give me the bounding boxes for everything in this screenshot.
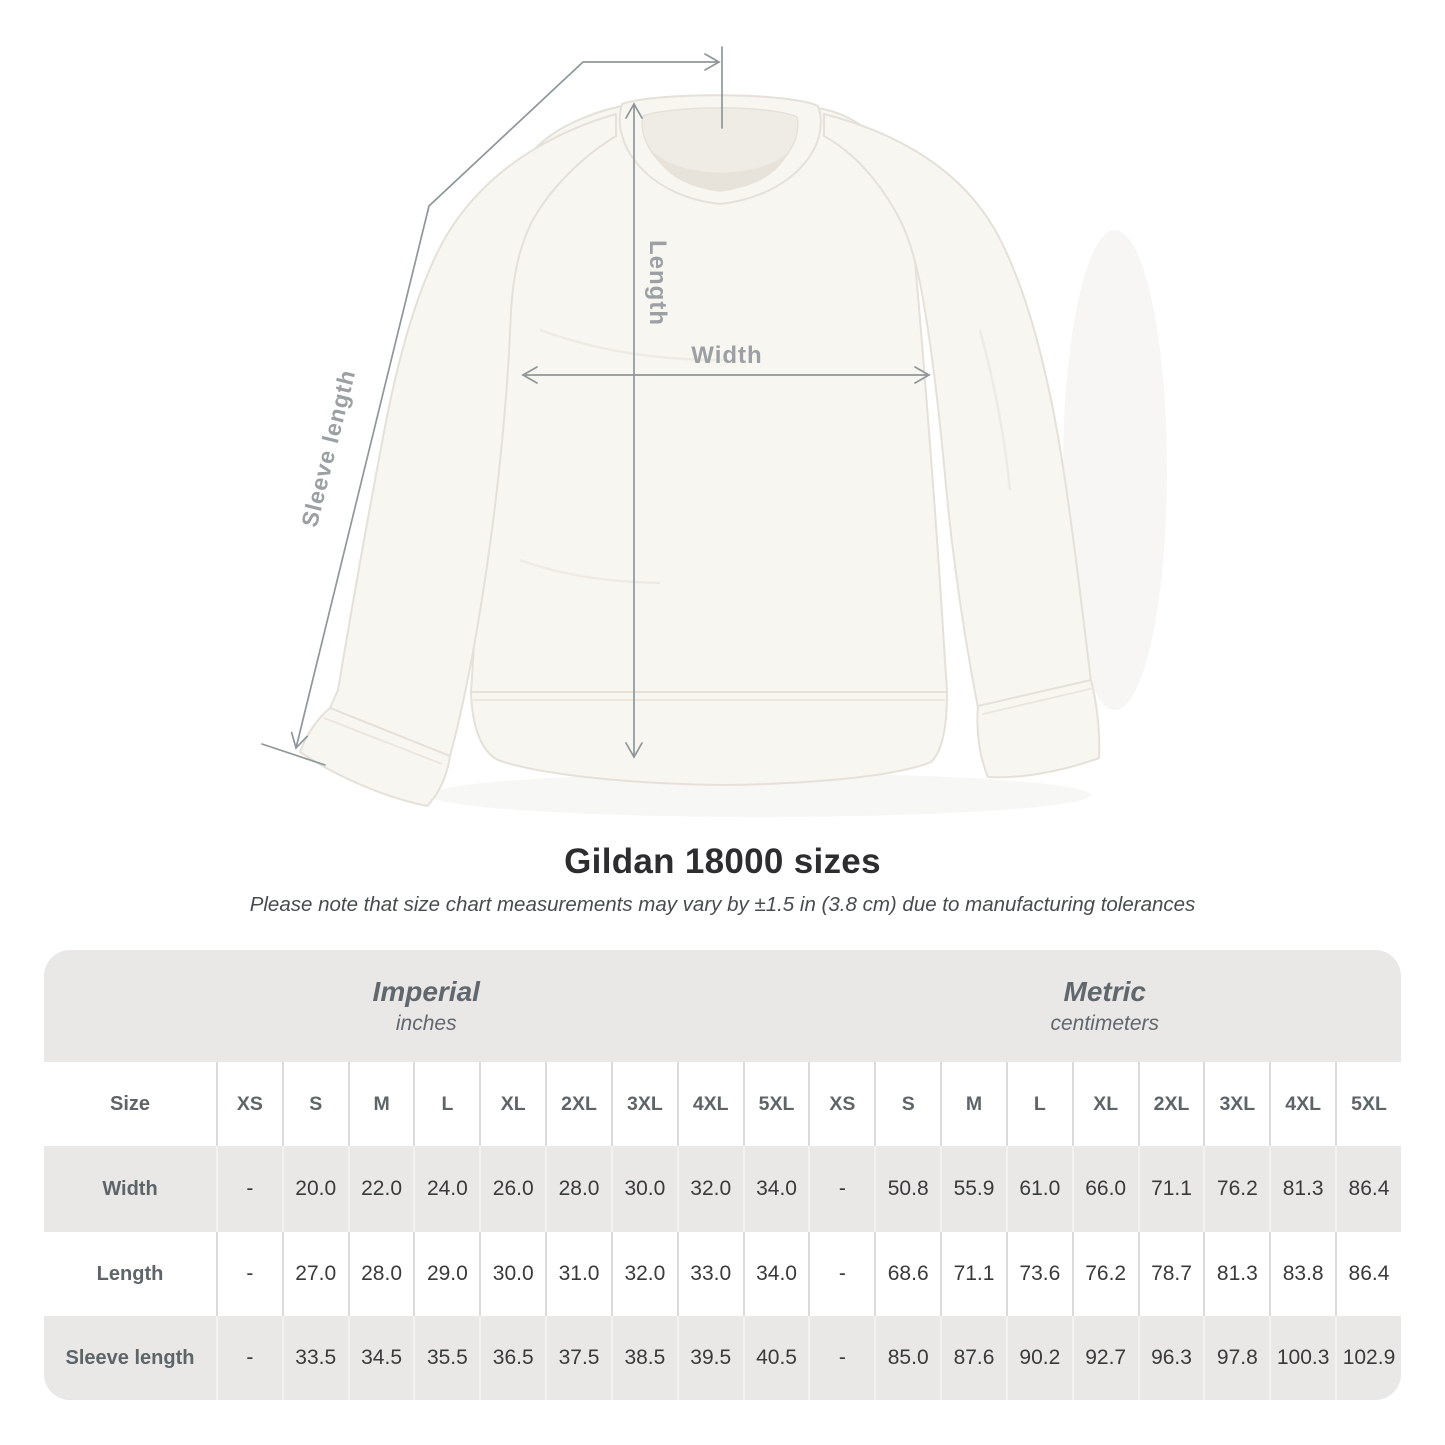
waistband: [471, 692, 947, 785]
unit-header-row: [44, 950, 1401, 1062]
measurement-cell: 102.9: [1335, 1316, 1401, 1400]
size-header-cell: 4XL: [1269, 1062, 1335, 1146]
measurement-cell: 38.5: [611, 1316, 677, 1400]
width-label: Width: [691, 342, 763, 369]
measurement-cell: 32.0: [677, 1146, 743, 1232]
size-header-cell: 3XL: [1203, 1062, 1269, 1146]
measurement-cell: 92.7: [1072, 1316, 1138, 1400]
imperial-header: [44, 950, 809, 1062]
imperial-title: Imperial: [372, 976, 480, 1007]
measurement-cell: -: [216, 1146, 282, 1232]
tolerance-note: Please note that size chart measurements may vary by ±1.5 in (3.8 cm) due to manufacturing tolerances: [249, 893, 1196, 916]
size-header-row: [44, 1062, 1401, 1146]
measurement-cell: -: [216, 1316, 282, 1400]
metric-unit: centimeters: [1050, 1012, 1160, 1035]
size-chart-table: [44, 950, 1401, 1400]
measurement-cell: 34.0: [743, 1146, 809, 1232]
measurement-cell: 28.0: [348, 1232, 414, 1316]
measurement-cell: 35.5: [413, 1316, 479, 1400]
measurement-cell: 32.0: [611, 1232, 677, 1316]
measurement-cell: 34.0: [743, 1232, 809, 1316]
measurement-cell: -: [216, 1232, 282, 1316]
measurement-cell: -: [808, 1146, 874, 1232]
size-header-cell: M: [348, 1062, 414, 1146]
size-header-cell: XL: [479, 1062, 545, 1146]
measurement-cell: -: [808, 1316, 874, 1400]
imperial-unit: inches: [395, 1012, 457, 1035]
size-header-cell: M: [940, 1062, 1006, 1146]
measurement-cell: 83.8: [1269, 1232, 1335, 1316]
measurement-cell: 61.0: [1006, 1146, 1072, 1232]
metric-header: [809, 950, 1402, 1062]
measurement-cell: 78.7: [1138, 1232, 1204, 1316]
size-header-cell: L: [1006, 1062, 1072, 1146]
measurement-cell: 87.6: [940, 1316, 1006, 1400]
sleeve-length-label: Sleeve length: [296, 366, 361, 530]
size-header-cell: S: [282, 1062, 348, 1146]
measurement-cell: 85.0: [874, 1316, 940, 1400]
size-column-header: Size: [109, 1092, 151, 1115]
measurement-cell: 97.8: [1203, 1316, 1269, 1400]
measurement-cell: 55.9: [940, 1146, 1006, 1232]
size-header-cell: 5XL: [1335, 1062, 1401, 1146]
measurement-cell: 22.0: [348, 1146, 414, 1232]
measurement-cell: 20.0: [282, 1146, 348, 1232]
row-label: Sleeve length: [65, 1346, 195, 1369]
measurement-cell: 29.0: [413, 1232, 479, 1316]
measurement-cell: 76.2: [1072, 1232, 1138, 1316]
metric-title: Metric: [1063, 976, 1146, 1007]
size-header-cell: L: [413, 1062, 479, 1146]
measurement-cell: 76.2: [1203, 1146, 1269, 1232]
measurement-cell: 96.3: [1138, 1316, 1204, 1400]
size-header-cell: 2XL: [1138, 1062, 1204, 1146]
measurement-cell: 37.5: [545, 1316, 611, 1400]
size-header-cell: XL: [1072, 1062, 1138, 1146]
size-header-cell: 5XL: [743, 1062, 809, 1146]
measurement-row: [44, 1232, 1401, 1316]
measurement-cell: 86.4: [1335, 1232, 1401, 1316]
measurement-cell: 86.4: [1335, 1146, 1401, 1232]
measurement-cell: 81.3: [1203, 1232, 1269, 1316]
measurement-cell: 39.5: [677, 1316, 743, 1400]
measurement-cell: 81.3: [1269, 1146, 1335, 1232]
measurement-cell: 34.5: [348, 1316, 414, 1400]
size-header-cell: XS: [216, 1062, 282, 1146]
measurement-cell: 30.0: [611, 1146, 677, 1232]
measurement-cell: 71.1: [940, 1232, 1006, 1316]
size-header-cell: XS: [808, 1062, 874, 1146]
length-label: Length: [644, 240, 671, 326]
measurement-cell: 73.6: [1006, 1232, 1072, 1316]
measurement-cell: 36.5: [479, 1316, 545, 1400]
measurement-row: [44, 1146, 1401, 1232]
size-header-cell: 3XL: [611, 1062, 677, 1146]
measurement-cell: 28.0: [545, 1146, 611, 1232]
row-label: Length: [96, 1262, 164, 1285]
size-header-cell: S: [874, 1062, 940, 1146]
measurement-cell: 33.0: [677, 1232, 743, 1316]
row-label: Width: [102, 1177, 158, 1200]
measurement-cell: 33.5: [282, 1316, 348, 1400]
measurement-cell: 71.1: [1138, 1146, 1204, 1232]
measurement-cell: 68.6: [874, 1232, 940, 1316]
measurement-cell: 24.0: [413, 1146, 479, 1232]
measurement-cell: 30.0: [479, 1232, 545, 1316]
page-title: Gildan 18000 sizes: [564, 842, 881, 881]
measurement-cell: 27.0: [282, 1232, 348, 1316]
measurement-cell: 66.0: [1072, 1146, 1138, 1232]
measurement-cell: 90.2: [1006, 1316, 1072, 1400]
size-header-cell: 4XL: [677, 1062, 743, 1146]
measurement-cell: 100.3: [1269, 1316, 1335, 1400]
size-header-cell: 2XL: [545, 1062, 611, 1146]
measurement-cell: 50.8: [874, 1146, 940, 1232]
measurement-cell: -: [808, 1232, 874, 1316]
measurement-cell: 40.5: [743, 1316, 809, 1400]
measurement-cell: 31.0: [545, 1232, 611, 1316]
measurement-cell: 26.0: [479, 1146, 545, 1232]
measurement-row: [44, 1316, 1401, 1400]
